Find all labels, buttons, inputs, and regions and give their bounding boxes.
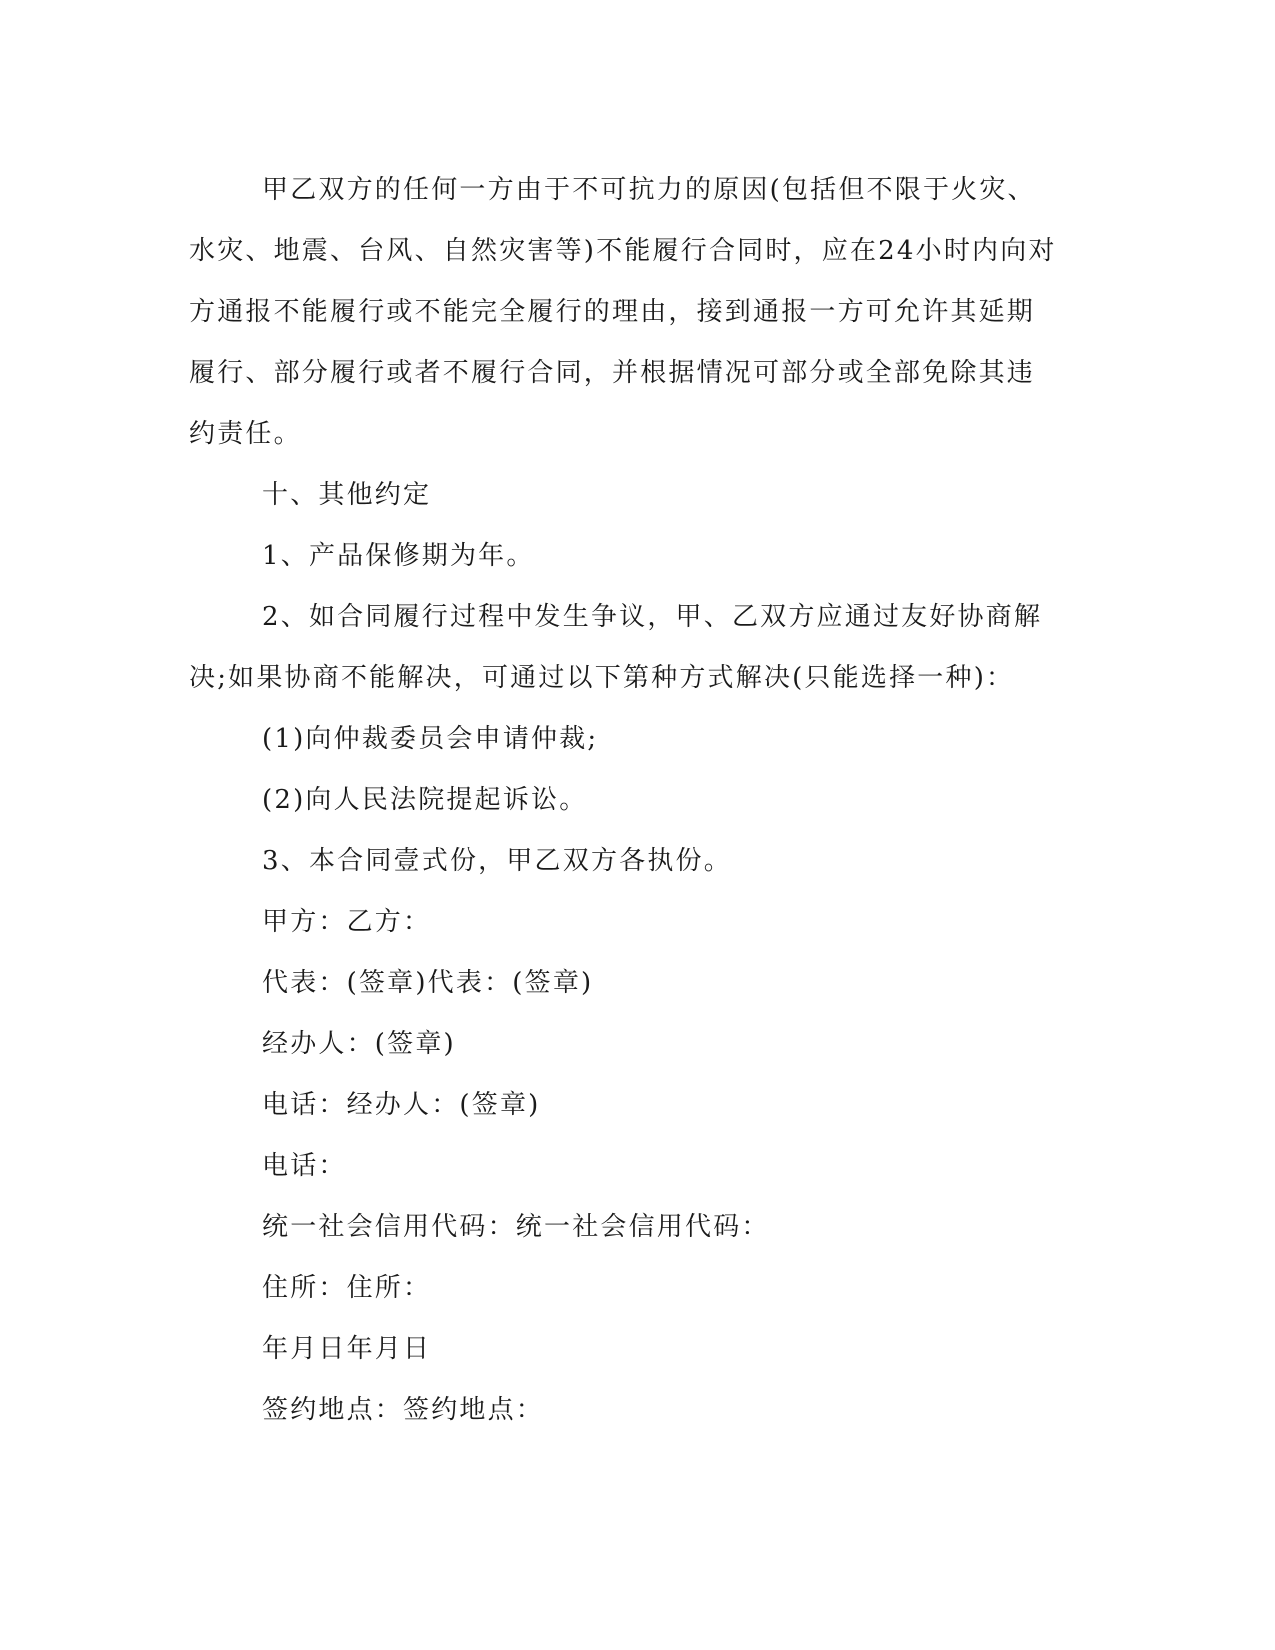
signature-line: 签约地点：签约地点：	[262, 1395, 545, 1425]
signature-block	[189, 892, 1089, 1441]
signature-line: 年月日年月日	[262, 1334, 432, 1364]
text-line: 决;如果协商不能解决，可通过以下第种方式解决(只能选择一种)：	[189, 663, 1015, 693]
text-line: 甲乙双方的任何一方由于不可抗力的原因(包括但不限于火灾、	[262, 175, 1036, 205]
section-heading: 十、其他约定	[262, 480, 432, 510]
signature-line: 电话：	[262, 1151, 347, 1181]
dispute-option-2: (2)向人民法院提起诉讼。	[262, 785, 588, 815]
text-line: 方通报不能履行或不能完全履行的理由，接到通报一方可允许其延期	[189, 297, 1036, 327]
signature-line: 统一社会信用代码：统一社会信用代码：	[262, 1212, 770, 1242]
signature-line: 经办人：(签章)	[262, 1029, 456, 1059]
signature-line: 甲方：乙方：	[262, 907, 432, 937]
force-majeure-paragraph	[189, 160, 1089, 465]
dispute-option-1: (1)向仲裁委员会申请仲裁;	[262, 724, 599, 754]
text-line: 水灾、地震、台风、自然灾害等)不能履行合同时，应在24小时内向对	[189, 236, 1057, 266]
clause-item-1: 1、产品保修期为年。	[262, 541, 535, 571]
clause-item-2	[189, 587, 1089, 709]
signature-line: 代表：(签章)代表：(签章)	[262, 968, 594, 998]
clause-item-3: 3、本合同壹式份，甲乙双方各执份。	[262, 846, 732, 876]
text-line: 2、如合同履行过程中发生争议，甲、乙双方应通过友好协商解	[262, 602, 1043, 632]
text-line: 履行、部分履行或者不履行合同，并根据情况可部分或全部免除其违	[189, 358, 1036, 388]
document-body	[189, 160, 1089, 1441]
text-line: 约责任。	[189, 419, 302, 449]
signature-line: 电话：经办人：(签章)	[262, 1090, 541, 1120]
signature-line: 住所：住所：	[262, 1273, 432, 1303]
